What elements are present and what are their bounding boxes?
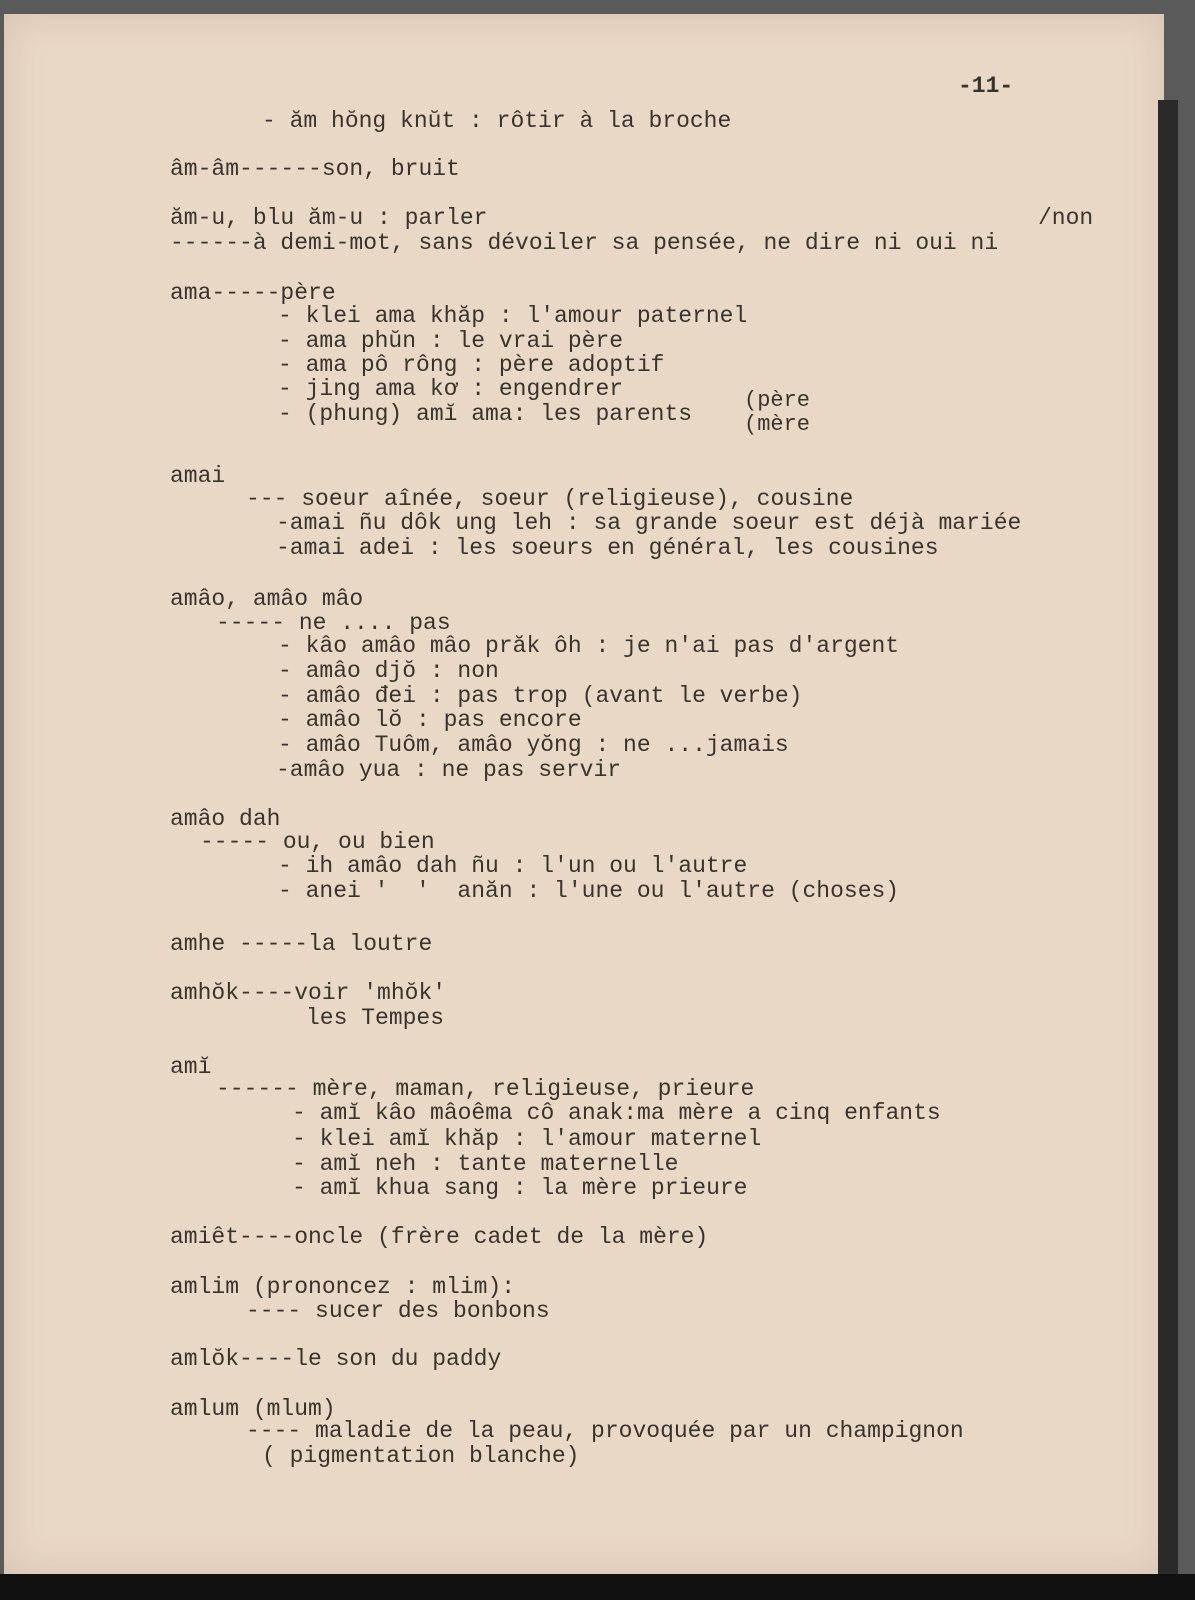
dictionary-line: ---- maladie de la peau, provoquée par un champignon: [246, 1418, 964, 1444]
dictionary-line: - anei ' ' anăn : l'une ou l'autre (choses): [278, 878, 900, 904]
dictionary-line: -amâo yua : ne pas servir: [276, 757, 622, 783]
dictionary-line: - ama pô rông : père adoptif: [278, 352, 665, 378]
dictionary-line: -amai adei : les soeurs en général, les cousines: [276, 535, 939, 561]
entry-headword-line: amlim (prononcez : mlim):: [170, 1274, 516, 1300]
book-spine: [1158, 100, 1178, 1580]
dictionary-line: - klei ama khăp : l'amour paternel: [278, 303, 748, 329]
dictionary-line: - amâo đei : pas trop (avant le verbe): [278, 683, 803, 709]
entry-headword-line: amlŏk----le son du paddy: [170, 1346, 502, 1372]
dictionary-line: - amâo Tuôm, amâo yŏng : ne ...jamais: [278, 732, 789, 758]
entry-headword-line: âm-âm------son, bruit: [170, 156, 460, 182]
dictionary-line: - amĭ neh : tante maternelle: [292, 1151, 679, 1177]
dictionary-line: - ih amâo dah ñu : l'un ou l'autre: [278, 853, 748, 879]
dictionary-line: ------à demi-mot, sans dévoiler sa pensée, ne dire ni oui ni: [170, 230, 999, 256]
dictionary-line: ----- ou, ou bien: [200, 829, 435, 855]
dictionary-line: les Tempes: [306, 1005, 445, 1031]
dictionary-line: - amĭ kâo mâoêma cô anak:ma mère a cinq enfants: [292, 1100, 941, 1126]
entry-headword-line: amlum (mlum): [170, 1396, 336, 1422]
dictionary-line: - jing ama kơ : engendrer: [278, 376, 624, 402]
dictionary-line: ---- sucer des bonbons: [246, 1298, 550, 1324]
entry-headword-line: amhŏk----voir 'mhŏk': [170, 980, 447, 1006]
entry-headword-line: amĭ: [170, 1054, 212, 1080]
dictionary-line: ----- ne .... pas: [216, 610, 451, 636]
dictionary-line: --- soeur aînée, soeur (religieuse), cousine: [246, 486, 854, 512]
dictionary-line: ------ mère, maman, religieuse, prieure: [216, 1076, 755, 1102]
entry-headword-line: amai: [170, 463, 226, 489]
dictionary-line: ( pigmentation blanche): [262, 1443, 580, 1469]
dictionary-line: - ăm hŏng knŭt : rôtir à la broche: [262, 108, 732, 134]
bottom-edge: [0, 1574, 1195, 1600]
entry-headword-line: amâo dah: [170, 806, 281, 832]
dictionary-line: - amĭ khua sang : la mère prieure: [292, 1175, 748, 1201]
dictionary-line: - kâo amâo mâo prăk ôh : je n'ai pas d'argent: [278, 633, 900, 659]
entry-headword-line: amhe -----la loutre: [170, 931, 433, 957]
dictionary-line: /non: [1038, 205, 1094, 231]
dictionary-line: (mère: [744, 412, 811, 437]
page-number: -11-: [958, 73, 1014, 99]
dictionary-line: - amâo djŏ : non: [278, 658, 499, 684]
dictionary-line: (père: [744, 388, 811, 413]
entry-headword-line: amâo, amâo mâo: [170, 586, 364, 612]
dictionary-line: - (phung) amĭ ama: les parents: [278, 401, 693, 427]
dictionary-line: - amâo lŏ : pas encore: [278, 707, 582, 733]
dictionary-line: - klei amĭ khăp : l'amour maternel: [292, 1126, 762, 1152]
dictionary-line: -amai ñu dôk ung leh : sa grande soeur est déjà mariée: [276, 510, 1022, 536]
entry-headword-line: amiêt----oncle (frère cadet de la mère): [170, 1224, 709, 1250]
entry-headword-line: ăm-u, blu ăm-u : parler: [170, 205, 488, 231]
dictionary-line: - ama phŭn : le vrai père: [278, 328, 624, 354]
entry-headword-line: ama-----père: [170, 280, 336, 306]
